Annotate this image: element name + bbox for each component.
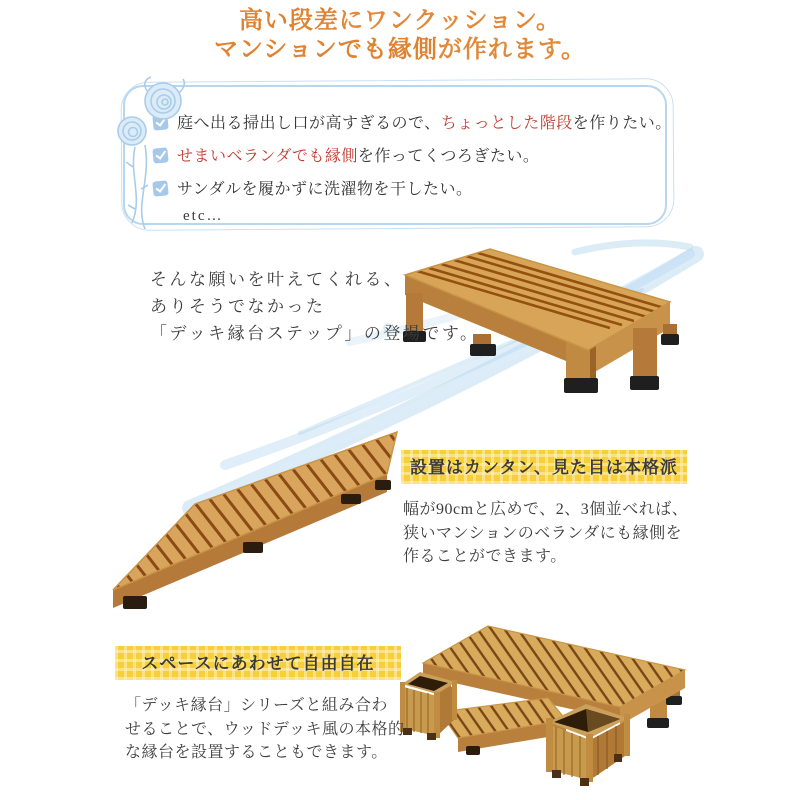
- wish-text: せまいベランダでも縁側を作ってくつろぎたい。: [177, 148, 540, 165]
- body-line: 「デッキ縁台」シリーズと組み合わ: [125, 697, 388, 714]
- intro-text: [150, 266, 479, 347]
- wish-text: 庭へ出る掃出し口が高すぎるので、ちょっとした階段を作りたい。: [177, 115, 672, 132]
- hero-line-2: [0, 35, 800, 64]
- list-item: [153, 140, 665, 173]
- intro-line: 「デッキ縁台ステップ」の登場です。: [150, 324, 480, 343]
- rose-illustration: [105, 71, 215, 241]
- section-body-space: [125, 694, 405, 765]
- intro-line: そんな願いを叶えてくれる、: [150, 270, 404, 289]
- section-body-install: [403, 498, 688, 569]
- etc-label: etc…: [183, 208, 224, 224]
- hero-line-1: [0, 6, 800, 35]
- section-heading-install-label: 設置はカンタン、見た目は本格派: [410, 458, 678, 477]
- list-item: [153, 107, 672, 140]
- deck-step-angled-photo: [95, 418, 425, 618]
- intro-line: ありそうでなかった: [150, 297, 326, 316]
- hero-line2-rest: が作れます。: [437, 36, 586, 63]
- deck-bench-with-planters-photo: [400, 612, 795, 792]
- wish-text: サンダルを履かずに洗濯物を干したい。: [177, 181, 473, 198]
- body-line: 狭いマンションのベランダにも縁側を: [403, 524, 683, 542]
- body-line: 作ることができます。: [403, 548, 567, 565]
- page-title: [0, 6, 800, 64]
- hero-line2-strong: マンションでも縁側: [213, 36, 438, 63]
- hero-line1-strong: 高い段差: [238, 7, 339, 34]
- body-line: せることで、ウッドデッキ風の本格的: [125, 720, 405, 738]
- section-heading-space-label: スペースにあわせて自由自在: [141, 654, 375, 673]
- body-line: 幅が90cmと広めで、2、3個並べれば、: [403, 501, 689, 518]
- hero-line1-rest: にワンクッション。: [338, 7, 562, 34]
- body-line: な縁台を設置することもできます。: [125, 744, 388, 761]
- list-item: [153, 173, 665, 206]
- section-heading-space: [115, 646, 401, 680]
- section-heading-install: [401, 450, 687, 484]
- wish-list-box: [123, 85, 672, 225]
